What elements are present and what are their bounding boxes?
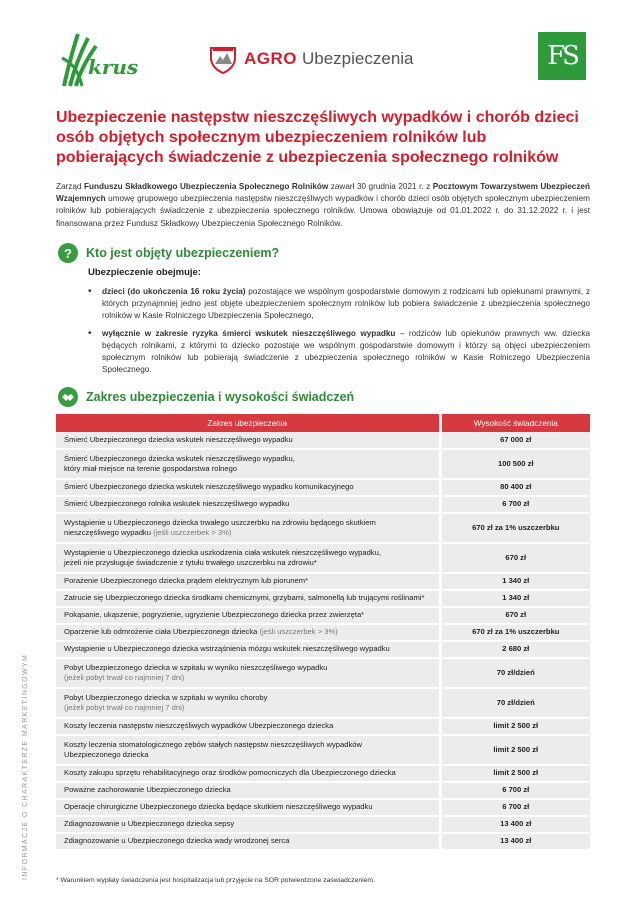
- amount-cell: 70 zł/dzień: [440, 658, 590, 688]
- scope-line-1: Śmierć Ubezpieczonego rolnika wskutek nieszczęśliwego wypadku: [64, 499, 290, 509]
- amount-cell: 1 340 zł: [440, 590, 590, 607]
- scope-line-1: Koszty zakupu sprzętu rehabilitacyjnego oraz środków pomocniczych dla Ubezpieczonego dziecka: [64, 768, 396, 778]
- section-scope-title: Zakres ubezpieczenia i wysokości świadczeń: [86, 390, 355, 404]
- scope-cell: [56, 799, 440, 816]
- col-header-scope: Zakres ubezpieczenia: [56, 414, 440, 432]
- scope-cell: [56, 479, 440, 496]
- scope-cell: [56, 543, 440, 573]
- amount-cell: 670 zł: [440, 543, 590, 573]
- table-row: [56, 590, 590, 607]
- table-row: [56, 624, 590, 641]
- scope-cell: [56, 432, 440, 449]
- question-icon: ?: [58, 243, 78, 263]
- scope-cell: [56, 590, 440, 607]
- table-row: [56, 688, 590, 718]
- scope-cell: [56, 449, 440, 479]
- scope-line-1: Śmierć Ubezpieczonego dziecka wskutek nieszczęśliwego wypadku komunikacyjnego: [64, 482, 354, 492]
- agro-logo: [208, 44, 414, 74]
- footnote: * Warunkiem wypłaty świadczenia jest hospitalizacja lub przyjęcie na SOR potwierdzone zaświadczeniem.: [56, 877, 375, 884]
- amount-cell: 670 zł: [440, 607, 590, 624]
- scope-line-1: Koszty leczenia stomatologicznego zębów stałych następstw nieszczęśliwych wypadków: [64, 739, 362, 749]
- scope-line-1: Poważne zachorowanie Ubezpieczonego dziecka: [64, 785, 231, 795]
- scope-line-1: Zatrucie się Ubezpieczonego dziecka środkami chemicznymi, grzybami, salmonellą lub trującymi roślinami*: [64, 593, 425, 603]
- table-row: [56, 479, 590, 496]
- amount-cell: 13 400 zł: [440, 816, 590, 833]
- scope-line-1: Pokąsanie, ukąszenie, pogryzienie, ugryzienie Ubezpieczonego dziecka przez zwierzęta*: [64, 610, 365, 620]
- coverage-label: Ubezpieczenie obejmuje:: [88, 267, 201, 278]
- table-row: [56, 718, 590, 735]
- amount-cell: limit 2 500 zł: [440, 735, 590, 765]
- amount-cell: limit 2 500 zł: [440, 718, 590, 735]
- intro-text-2: zawarł 30 grudnia 2021 r. z: [328, 182, 433, 191]
- scope-cell: [56, 513, 440, 543]
- scope-line-1: Śmierć Ubezpieczonego dziecka wskutek nieszczęśliwego wypadku,: [64, 453, 295, 463]
- intro-text-3: umowę grupowego ubezpieczenia następstw nieszczęśliwych wypadków i chorób dzieci osób objętych społecznym ubezpieczeniem rolników lub pobierających świadczenie z ubezpieczenia społecznego rolników. Umowa obowiązuje od 01.01.2022 r. do 31.12.2022 r. i jest finansowana przez Fundusz Składkowy Ubezpieczenia Społecznego Rolników.: [56, 194, 590, 228]
- krus-logo: [58, 28, 139, 90]
- handshake-icon: [58, 387, 78, 407]
- amount-cell: 2 680 zł: [440, 641, 590, 658]
- table-row: [56, 496, 590, 513]
- bullet-bold: wyłącznie w zakresie ryzyka śmierci wskutek nieszczęśliwego wypadku: [102, 328, 396, 338]
- fs-logo: FS: [538, 32, 586, 80]
- header: [0, 26, 640, 92]
- scope-cell: [56, 658, 440, 688]
- agro-logo-rest: Ubezpieczenia: [302, 49, 414, 68]
- handshake-glyph: [61, 390, 75, 404]
- table-row: [56, 735, 590, 765]
- scope-line-1: Zdiagnozowanie u Ubezpieczonego dziecka sepsy: [64, 819, 235, 829]
- bullet-text: pozostające we wspólnym gospodarstwie domowym z rodzicami lub opiekunami prawnymi, z których przynajmniej jedno jest objęte ubezpieczeniem społecznym rolników lub pobiera świadczenie z ubezpieczenia społecznego rolników w Kasie Rolniczego Ubezpieczenia Społecznego,: [102, 287, 591, 321]
- scope-line-1: Wystąpienie u Ubezpieczonego dziecka trwałego uszczerbku na zdrowiu będącego skutkiem: [64, 517, 376, 527]
- table-row: [56, 833, 590, 850]
- intro-bold-1: Funduszu Składkowego Ubezpieczenia Społecznego Rolników: [83, 182, 329, 191]
- table-row: [56, 765, 590, 782]
- list-item: [88, 286, 590, 323]
- table-row: [56, 799, 590, 816]
- scope-cell: [56, 573, 440, 590]
- scope-cell: [56, 718, 440, 735]
- krus-logo-text: krus: [88, 55, 139, 79]
- bullet-bold: dzieci (do ukończenia 16 roku życia): [102, 287, 246, 296]
- section-who-heading: [58, 243, 279, 263]
- table-row: [56, 782, 590, 799]
- amount-cell: 70 zł/dzień: [440, 688, 590, 718]
- coverage-list: [88, 286, 590, 381]
- table-row: [56, 607, 590, 624]
- table-row: [56, 432, 590, 449]
- table-row: [56, 543, 590, 573]
- scope-cell: [56, 833, 440, 850]
- scope-line-1: Pobyt Ubezpieczonego dziecka w szpitalu w wyniku nieszczęśliwego wypadku: [64, 662, 328, 672]
- scope-line-2: Ubezpieczonego dziecka: [64, 750, 149, 759]
- scope-line-1: Koszty leczenia następstw nieszczęśliwych wypadków Ubezpieczonego dziecka: [64, 721, 334, 731]
- intro-text-1: Zarząd: [56, 182, 84, 191]
- scope-line-2: jeżeli nie przysługuje świadczenie z tytułu trwałego uszczerbku na zdrowiu*: [64, 558, 317, 567]
- scope-cell: [56, 765, 440, 782]
- table-row: [56, 573, 590, 590]
- col-header-amount: Wysokość świadczenia: [440, 414, 590, 432]
- bullet-text: – rodziców lub opiekunów prawnych ww. dziecka będących rolnikami, z którymi to dziecko pozostaje we wspólnym gospodarstwie domowym i którzy są objęci ubezpieczeniem społecznym rolników lub pobierają świadczenie z ubezpieczenia społecznego rolników w Kasie Rolniczego Ubezpieczenia Społecznego.: [102, 328, 590, 375]
- marketing-side-label: INFORMACJE O CHARAKTERZE MARKETINGOWYM: [22, 653, 29, 880]
- table-row: [56, 658, 590, 688]
- scope-line-1: Wystąpienie u Ubezpieczonego dziecka uszkodzenia ciała wskutek nieszczęśliwego wypadku,: [64, 547, 381, 557]
- scope-line-1: Pobyt Ubezpieczonego dziecka w szpitalu w wyniku choroby: [64, 692, 268, 702]
- benefits-table: [56, 414, 590, 851]
- page-title: Ubezpieczenie następstw nieszczęśliwych wypadków i chorób dzieci osób objętych społecznym ubezpieczeniem rolników lub pobierających świadczenie z ubezpieczenia społecznego rolników: [56, 109, 579, 166]
- amount-cell: 80 400 zł: [440, 479, 590, 496]
- scope-line-1: Wystąpienie u Ubezpieczonego dziecka wstrząśnienia mózgu wskutek nieszczęśliwego wypadku: [64, 644, 390, 654]
- table-row: [56, 641, 590, 658]
- scope-note: (jeżeli pobyt trwał co najmniej 7 dni): [64, 673, 185, 682]
- scope-cell: [56, 641, 440, 658]
- intro-bold-2: Pocztowym Towarzystwem Ubezpieczeń Wzajemnych: [56, 182, 590, 204]
- scope-line-1: Zdiagnozowanie u Ubezpieczonego dziecka wady wrodzonej serca: [64, 836, 290, 846]
- agro-shield-icon: [208, 44, 238, 74]
- amount-cell: limit 2 500 zł: [440, 765, 590, 782]
- amount-cell: 13 400 zł: [440, 833, 590, 850]
- scope-line-2: nieszczęśliwego wypadku: [64, 528, 151, 537]
- scope-line-1: Porażenie Ubezpieczonego dziecka prądem elektrycznym lub piorunem*: [64, 576, 308, 586]
- amount-cell: 100 500 zł: [440, 449, 590, 479]
- amount-cell: 6 700 zł: [440, 799, 590, 816]
- table-row: [56, 513, 590, 543]
- scope-note: (jeśli uszczerbek > 3%): [150, 528, 232, 537]
- scope-line-2: który miał miejsce na terenie gospodarstwa rolnego: [64, 464, 238, 473]
- intro-paragraph: [56, 181, 590, 230]
- table-header-row: [56, 414, 590, 432]
- list-item: [88, 328, 590, 377]
- scope-cell: [56, 735, 440, 765]
- scope-cell: [56, 607, 440, 624]
- scope-cell: [56, 816, 440, 833]
- amount-cell: 6 700 zł: [440, 496, 590, 513]
- amount-cell: 6 700 zł: [440, 782, 590, 799]
- amount-cell: 670 zł za 1% uszczerbku: [440, 513, 590, 543]
- table-row: [56, 816, 590, 833]
- amount-cell: 670 zł za 1% uszczerbku: [440, 624, 590, 641]
- scope-note: (jeśli uszczerbek > 3%): [257, 627, 338, 637]
- section-scope-heading: [58, 387, 354, 407]
- agro-logo-bold: AGRO: [244, 49, 297, 68]
- scope-cell: [56, 496, 440, 513]
- scope-line-1: Operacje chirurgiczne Ubezpieczonego dziecka będące skutkiem nieszczęśliwego wypadku: [64, 802, 373, 812]
- scope-note: (jeżeli pobyt trwał co najmniej 7 dni): [64, 703, 185, 712]
- table-row: [56, 449, 590, 479]
- scope-line-1: Śmierć Ubezpieczonego dziecka wskutek nieszczęśliwego wypadku: [64, 434, 293, 444]
- section-who-title: Kto jest objęty ubezpieczeniem?: [86, 246, 280, 260]
- amount-cell: 67 000 zł: [440, 432, 590, 449]
- scope-line-1: Oparzenie lub odmrożenie ciała Ubezpieczonego dziecka: [64, 627, 258, 637]
- scope-cell: [56, 688, 440, 718]
- scope-cell: [56, 624, 440, 641]
- scope-cell: [56, 782, 440, 799]
- amount-cell: 1 340 zł: [440, 573, 590, 590]
